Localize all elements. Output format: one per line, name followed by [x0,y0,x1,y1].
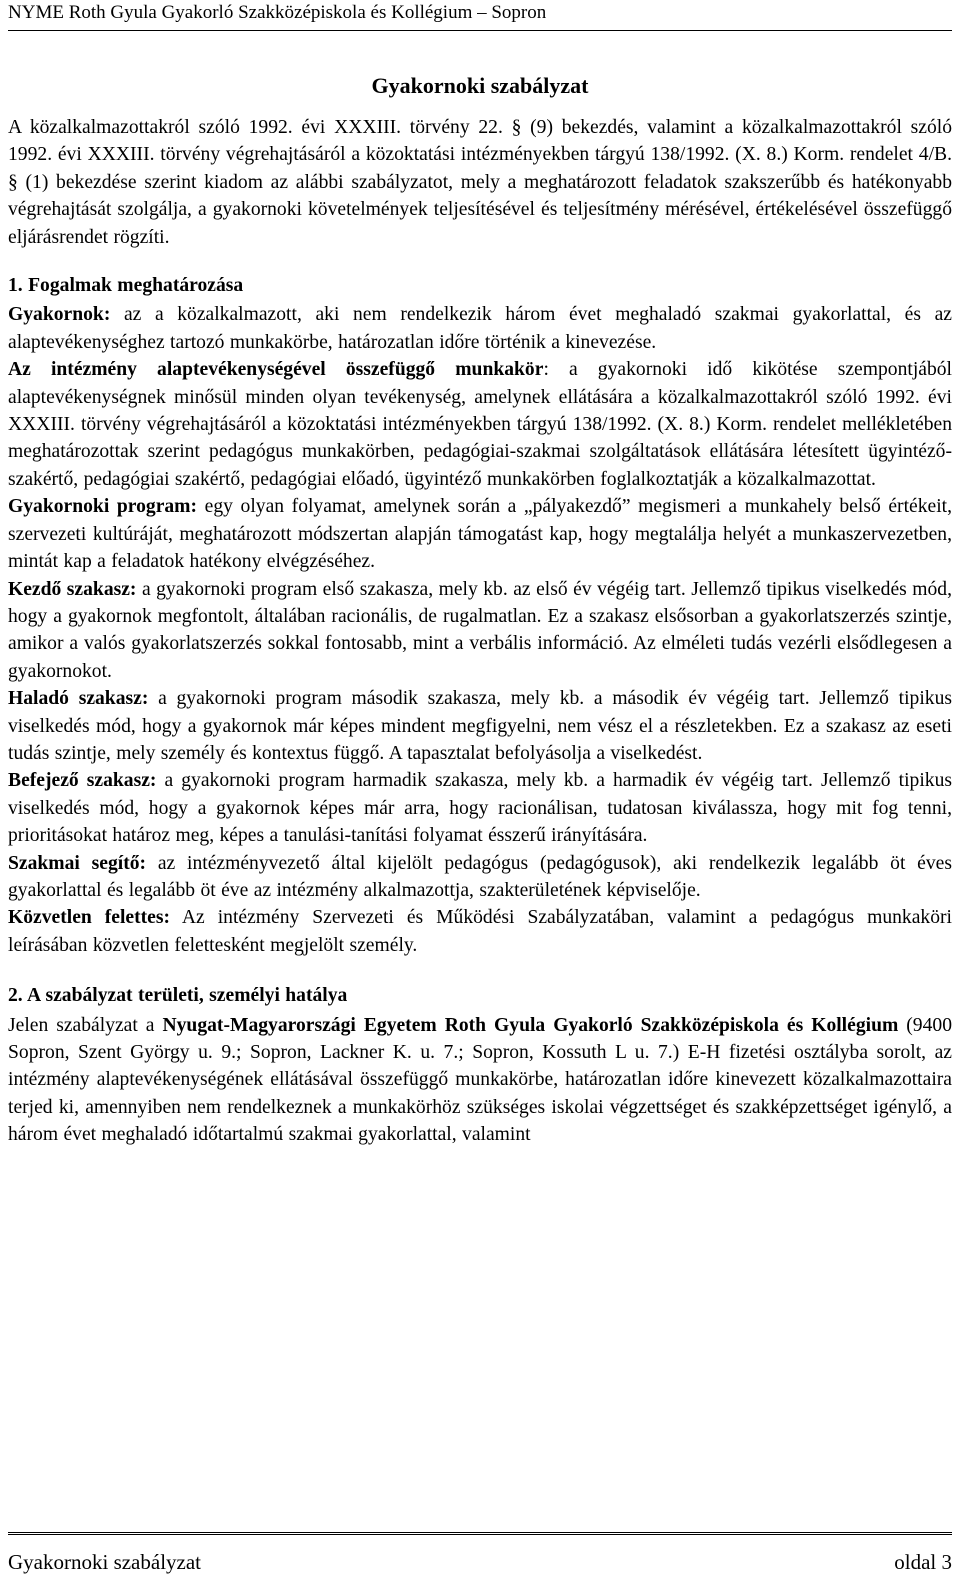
definition-szakmai-segito [8,850,952,905]
definition-gyakornoki-program [8,493,952,575]
page-number: oldal 3 [894,1550,952,1574]
definition-text: a gyakornoki program második szakasza, mely kb. a második év végéig tart. Jellemző tipikus viselkedés mód, hogy a gyakornok már képes mindent megfigyelni, nem vész el a részletekben. Ez a szakasz az eseti tudás szintje, mely személy és kontextus függő. A tapasztalat befolyásolja a viselkedést. [8,688,953,764]
definition-term: Gyakornok: [8,304,111,326]
document-body [8,114,952,1149]
document-title: Gyakornoki szabályzat [371,73,589,98]
definition-kozvetlen-felettes [8,904,952,959]
definition-term: Befejező szakasz: [8,770,157,792]
definition-text: az intézményvezető által kijelölt pedagógus (pedagógusok), aki rendelkezik legalább öt éves gyakorlattal és legalább öt éve az intézmény alkalmazottja, szakterületének képviselője. [8,852,952,901]
footer-title: Gyakornoki szabályzat [8,1550,202,1574]
definition-text: a gyakornoki program harmadik szakasza, mely kb. a harmadik év végéig tart. Jellemző tipikus viselkedés mód, hogy a gyakornok képes már arra, hogy racionálisan, tudatosan kiválassza, hogy mit fog tenni, prioritásokat határoz meg, képes a tanulási-tanítási folyamat ésszerű irányítására. [8,770,952,847]
definition-text: Az intézmény Szervezeti és Működési Szabályzatában, valamint a pedagógus munkaköri leírásában közvetlen felettesként megjelölt személy. [8,907,952,956]
definition-befejezo-szakasz [8,767,952,849]
definition-text: : a gyakornoki idő kikötése szempontjából alaptevékenységnek minősül minden olyan tevékenység, amelynek ellátására a közalkalmazottakról szóló 1992. évi XXXIII. törvény végrehajtásáról a közoktatási intézményekben tárgyú 138/1992. (X. 8.) Korm. rendelet mellékletében meghatározottak szerint pedagógus munkakörben, pedagógiai-szakmai szolgáltatások ellátására létesített ügyintéző-szakértő, pedagógiai szakértő, pedagógiai előadó, ügyintéző munkakörben foglalkoztatják a közalkalmazottat. [8,359,953,490]
institution-name: Nyugat-Magyarországi Egyetem Roth Gyula Gyakorló Szakközépiskola és Kollégium [162,1014,899,1036]
definition-term: Kezdő szakasz: [8,578,137,600]
definition-text: egy olyan folyamat, amelynek során a „pályakezdő” megismeri a munkahely belső értékeit, szervezeti kultúráját, meghatározott módszertan alapján támogatást kap, hogy megtalálja helyét a munkaszervezetben, mintát kap a feladatok hatékony elvégzéséhez. [8,496,952,573]
definition-halado-szakasz [8,685,952,767]
intro-paragraph: A közalkalmazottakról szóló 1992. évi XXXIII. törvény 22. § (9) bekezdés, valamint a közalkalmazottakról szóló 1992. évi XXXIII. törvény végrehajtásáról a közoktatási intézményekben tárgyú 138/1992. (X. 8.) Korm. rendelet 4/B. § (1) bekezdése szerint kiadom az alábbi szabályzatot, mely a meghatározott feladatok szakszerűbb és hatékonyabb végrehajtását szolgálja, a gyakornoki követelmények teljesítésével és teljesítmény mérésével, értékelésével összefüggő eljárásrendet rögzíti. [8,117,952,248]
definition-text: a gyakornoki program első szakasza, mely kb. az első év végéig tart. Jellemző tipikus viselkedés mód, hogy a gyakornok megfontolt, általában racionális, de rugalmatlan. Ez a szakasz elsősorban a gyakorlatszerzés szintje, amikor a valós gyakorlatszerzés sokkal fontosabb, mint a verbális információ. Az elméleti tudás vezérli elsődlegesen a gyakornokot. [8,578,952,682]
page-header [8,0,952,31]
definition-text: az a közalkalmazott, aki nem rendelkezik három évet meghaladó szakmai gyakorlattal, és az alaptevékenységhez tartozó munkakörbe, határozatlan időre történik a kinevezése. [8,304,952,353]
definition-alaptevekenyseg [8,356,952,493]
definition-kezdo-szakasz [8,576,952,686]
definition-term: Szakmai segítő: [8,852,147,874]
page-footer [8,1532,952,1585]
definition-gyakornok [8,301,952,356]
definition-term: Az intézmény alaptevékenységével összefüggő munkakör [8,359,544,381]
section-2-paragraph [8,1012,952,1149]
definition-term: Gyakornoki program: [8,496,198,518]
section-1-heading: 1. Fogalmak meghatározása [8,275,244,297]
definition-term: Haladó szakasz: [8,688,149,710]
section-2-heading: 2. A szabályzat területi, személyi hatálya [8,985,348,1007]
section-2-text-post: (9400 Sopron, Szent György u. 9.; Sopron, Lackner K. u. 7.; Sopron, Kossuth L u. 7.) E-H fizetési osztályba sorolt, az intézmény alaptevékenységének ellátásával összefüggő munkakörbe, határozatlan időre kinevezett közalkalmazottaira terjed ki, amennyiben nem rendelkeznek a munkakörhöz szükséges iskolai végzettséget és szakképzettséget igénylő, a három évet meghaladó időtartalmú szakmai gyakorlattal, valamint [8,1014,952,1146]
definition-term: Közvetlen felettes: [8,907,171,929]
section-2-text-pre: Jelen szabályzat a [8,1014,163,1036]
header-institution: NYME Roth Gyula Gyakorló Szakközépiskola és Kollégium – Sopron [8,2,547,23]
